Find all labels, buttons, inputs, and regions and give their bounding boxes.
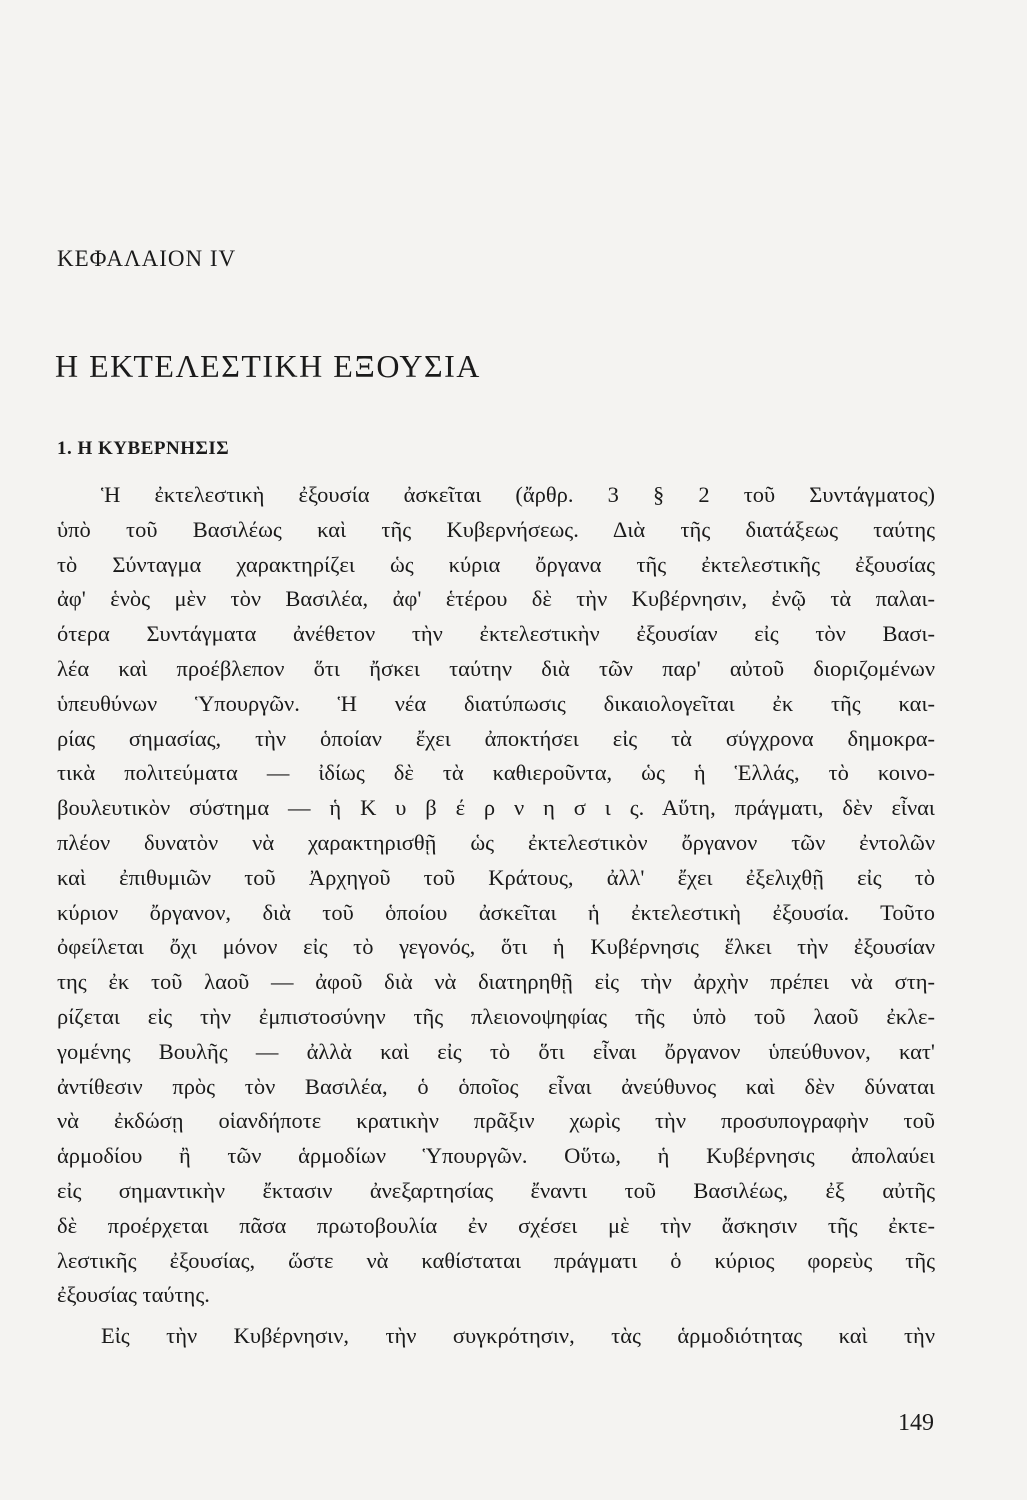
text-line: τικὰ πολιτεύματα — ἰδίως δὲ τὰ καθιεροῦντα, ὡς ἡ Ἑλλάς, τὸ κοινο- bbox=[57, 760, 935, 786]
text-line: λεστικῆς ἐξουσίας, ὥστε νὰ καθίσταται πράγματι ὁ κύριος φορεὺς τῆς bbox=[57, 1247, 935, 1273]
text-line: εἰς σημαντικὴν ἔκτασιν ἀνεξαρτησίας ἔναντι τοῦ Βασιλέως, ἐξ αὐτῆς bbox=[57, 1177, 935, 1203]
text-line: δὲ προέρχεται πᾶσα πρωτοβουλία ἐν σχέσει μὲ τὴν ἄσκησιν τῆς ἐκτε- bbox=[57, 1212, 935, 1238]
text-line: ἐξουσίας ταύτης. bbox=[57, 1282, 210, 1308]
text-line: ότερα Συντάγματα ἀνέθετον τὴν ἐκτελεστικὴν ἐξουσίαν εἰς τὸν Βασι- bbox=[57, 621, 935, 647]
text-line: λέα καὶ προέβλεπον ὅτι ἤσκει ταύτην διὰ τῶν παρ' αὐτοῦ διοριζομένων bbox=[57, 655, 935, 681]
section-heading: 1. Η ΚΥΒΕΡΝΗΣΙΣ bbox=[57, 438, 230, 459]
text-line: τὸ Σύνταγμα χαρακτηρίζει ὡς κύρια ὄργανα τῆς ἐκτελεστικῆς ἐξουσίας bbox=[57, 551, 935, 577]
text-line: ὑπευθύνων Ὑπουργῶν. Ἡ νέα διατύπωσις δικαιολογεῖται ἐκ τῆς και- bbox=[57, 690, 935, 716]
text-line: ρίζεται εἰς τὴν ἐμπιστοσύνην τῆς πλειονοψηφίας τῆς ὑπὸ τοῦ λαοῦ ἐκλε- bbox=[57, 1003, 935, 1029]
text-line: κύριον ὄργανον, διὰ τοῦ ὁποίου ἀσκεῖται ἡ ἐκτελεστικὴ ἐξουσία. Τοῦτο bbox=[57, 899, 935, 925]
text-line: ρίας σημασίας, τὴν ὁποίαν ἔχει ἀποκτήσει εἰς τὰ σύγχρονα δημοκρα- bbox=[57, 725, 935, 751]
body-text bbox=[57, 478, 935, 1354]
text-line: νὰ ἐκδώσῃ οἱανδήποτε κρατικὴν πρᾶξιν χωρὶς τὴν προσυπογραφὴν τοῦ bbox=[57, 1108, 935, 1134]
chapter-title: Η ΕΚΤΕΛΕΣΤΙΚΗ ΕΞΟΥΣΙΑ bbox=[55, 348, 481, 384]
text-line: ἀφ' ἑνὸς μὲν τὸν Βασιλέα, ἀφ' ἑτέρου δὲ τὴν Κυβέρνησιν, ἐνῷ τὰ παλαι- bbox=[57, 586, 935, 612]
chapter-label: ΚΕΦΑΛΑΙΟΝ IV bbox=[57, 246, 237, 271]
text-line: ὑπὸ τοῦ Βασιλέως καὶ τῆς Κυβερνήσεως. Διὰ τῆς διατάξεως ταύτης bbox=[57, 516, 935, 542]
text-line: πλέον δυνατὸν νὰ χαρακτηρισθῇ ὡς ἐκτελεστικὸν ὄργανον τῶν ἐντολῶν bbox=[57, 829, 935, 855]
text-line: Εἰς τὴν Κυβέρνησιν, τὴν συγκρότησιν, τὰς ἁρμοδιότητας καὶ τὴν bbox=[101, 1323, 935, 1349]
page-number: 149 bbox=[898, 1410, 934, 1436]
text-line: Ἡ ἐκτελεστικὴ ἐξουσία ἀσκεῖται (ἄρθρ. 3 § 2 τοῦ Συντάγματος) bbox=[101, 482, 935, 507]
text-line: ἀντίθεσιν πρὸς τὸν Βασιλέα, ὁ ὁποῖος εἶναι ἀνεύθυνος καὶ δὲν δύναται bbox=[57, 1073, 935, 1099]
text-line: ὀφείλεται ὄχι μόνον εἰς τὸ γεγονός, ὅτι ἡ Κυβέρνησις ἕλκει τὴν ἐξουσίαν bbox=[57, 934, 935, 960]
text-line: καὶ ἐπιθυμιῶν τοῦ Ἀρχηγοῦ τοῦ Κράτους, ἀλλ' ἔχει ἐξελιχθῇ εἰς τὸ bbox=[57, 864, 935, 890]
text-line: γομένης Βουλῆς — ἀλλὰ καὶ εἰς τὸ ὅτι εἶναι ὄργανον ὑπεύθυνον, κατ' bbox=[57, 1038, 935, 1064]
text-line: βουλευτικὸν σύστημα — ἡ Κ υ β έ ρ ν η σ ι ς. Αὕτη, πράγματι, δὲν εἶναι bbox=[57, 795, 935, 821]
text-line: ἁρμοδίου ἢ τῶν ἁρμοδίων Ὑπουργῶν. Οὕτω, ἡ Κυβέρνησις ἀπολαύει bbox=[57, 1143, 935, 1169]
text-line: της ἐκ τοῦ λαοῦ — ἀφοῦ διὰ νὰ διατηρηθῇ εἰς τὴν ἀρχὴν πρέπει νὰ στη- bbox=[57, 969, 935, 995]
